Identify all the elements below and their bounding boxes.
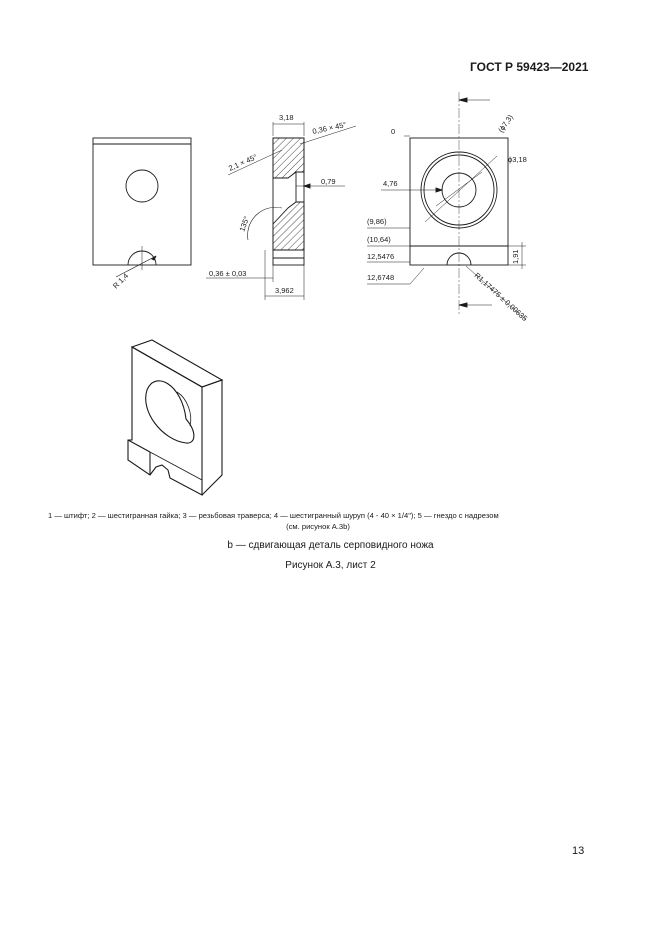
- page-number: 13: [572, 845, 585, 857]
- dim-r-notch-left: R 1,4: [111, 271, 131, 291]
- legend-line-1: 1 — штифт; 2 — шестигранная гайка; 3 — резьбовая траверса; 4 — шестигранный шуруп (4 - 40 × 1/4"); 5 — гнездо с надрезом: [48, 511, 499, 520]
- front-view: [93, 138, 191, 277]
- figure-b-label: b — сдвигающая деталь серповидного ножа: [227, 540, 434, 551]
- figure-caption: Рисунок А.3, лист 2: [285, 560, 376, 571]
- dim-phi318: ϕ3,18: [508, 155, 527, 164]
- dim-d125476: 12,5476: [367, 252, 395, 261]
- isometric-view: [128, 340, 222, 495]
- figure-legend: [48, 510, 588, 532]
- dim-chamfer-21: 2,1 × 45°: [227, 152, 259, 173]
- dim-phi73: (ϕ7,3): [496, 112, 515, 135]
- dim-tol-036: 0,36 ± 0,03: [209, 269, 247, 278]
- dim-zero: 0: [391, 127, 396, 136]
- dim-width-318: 3,18: [279, 113, 294, 122]
- dim-chamfer-036: 0,36 × 45°: [311, 119, 348, 136]
- standard-header: ГОСТ Р 59423—2021: [470, 60, 589, 74]
- dim-gap-079: 0,79: [321, 177, 336, 186]
- dim-d1064: (10,64): [367, 235, 391, 244]
- dim-d126748: 12,6748: [367, 273, 395, 282]
- dim-d476: 4,76: [383, 179, 398, 188]
- dim-width-3962: 3,962: [275, 286, 294, 295]
- dim-d191: 1,91: [511, 249, 520, 264]
- dim-r-notch-right: R1,17475 ± 0,00635: [472, 270, 530, 323]
- dim-d986: (9,86): [367, 217, 387, 226]
- legend-line-2: (см. рисунок А.3b): [286, 522, 350, 531]
- dim-angle-135: 135°: [237, 215, 252, 233]
